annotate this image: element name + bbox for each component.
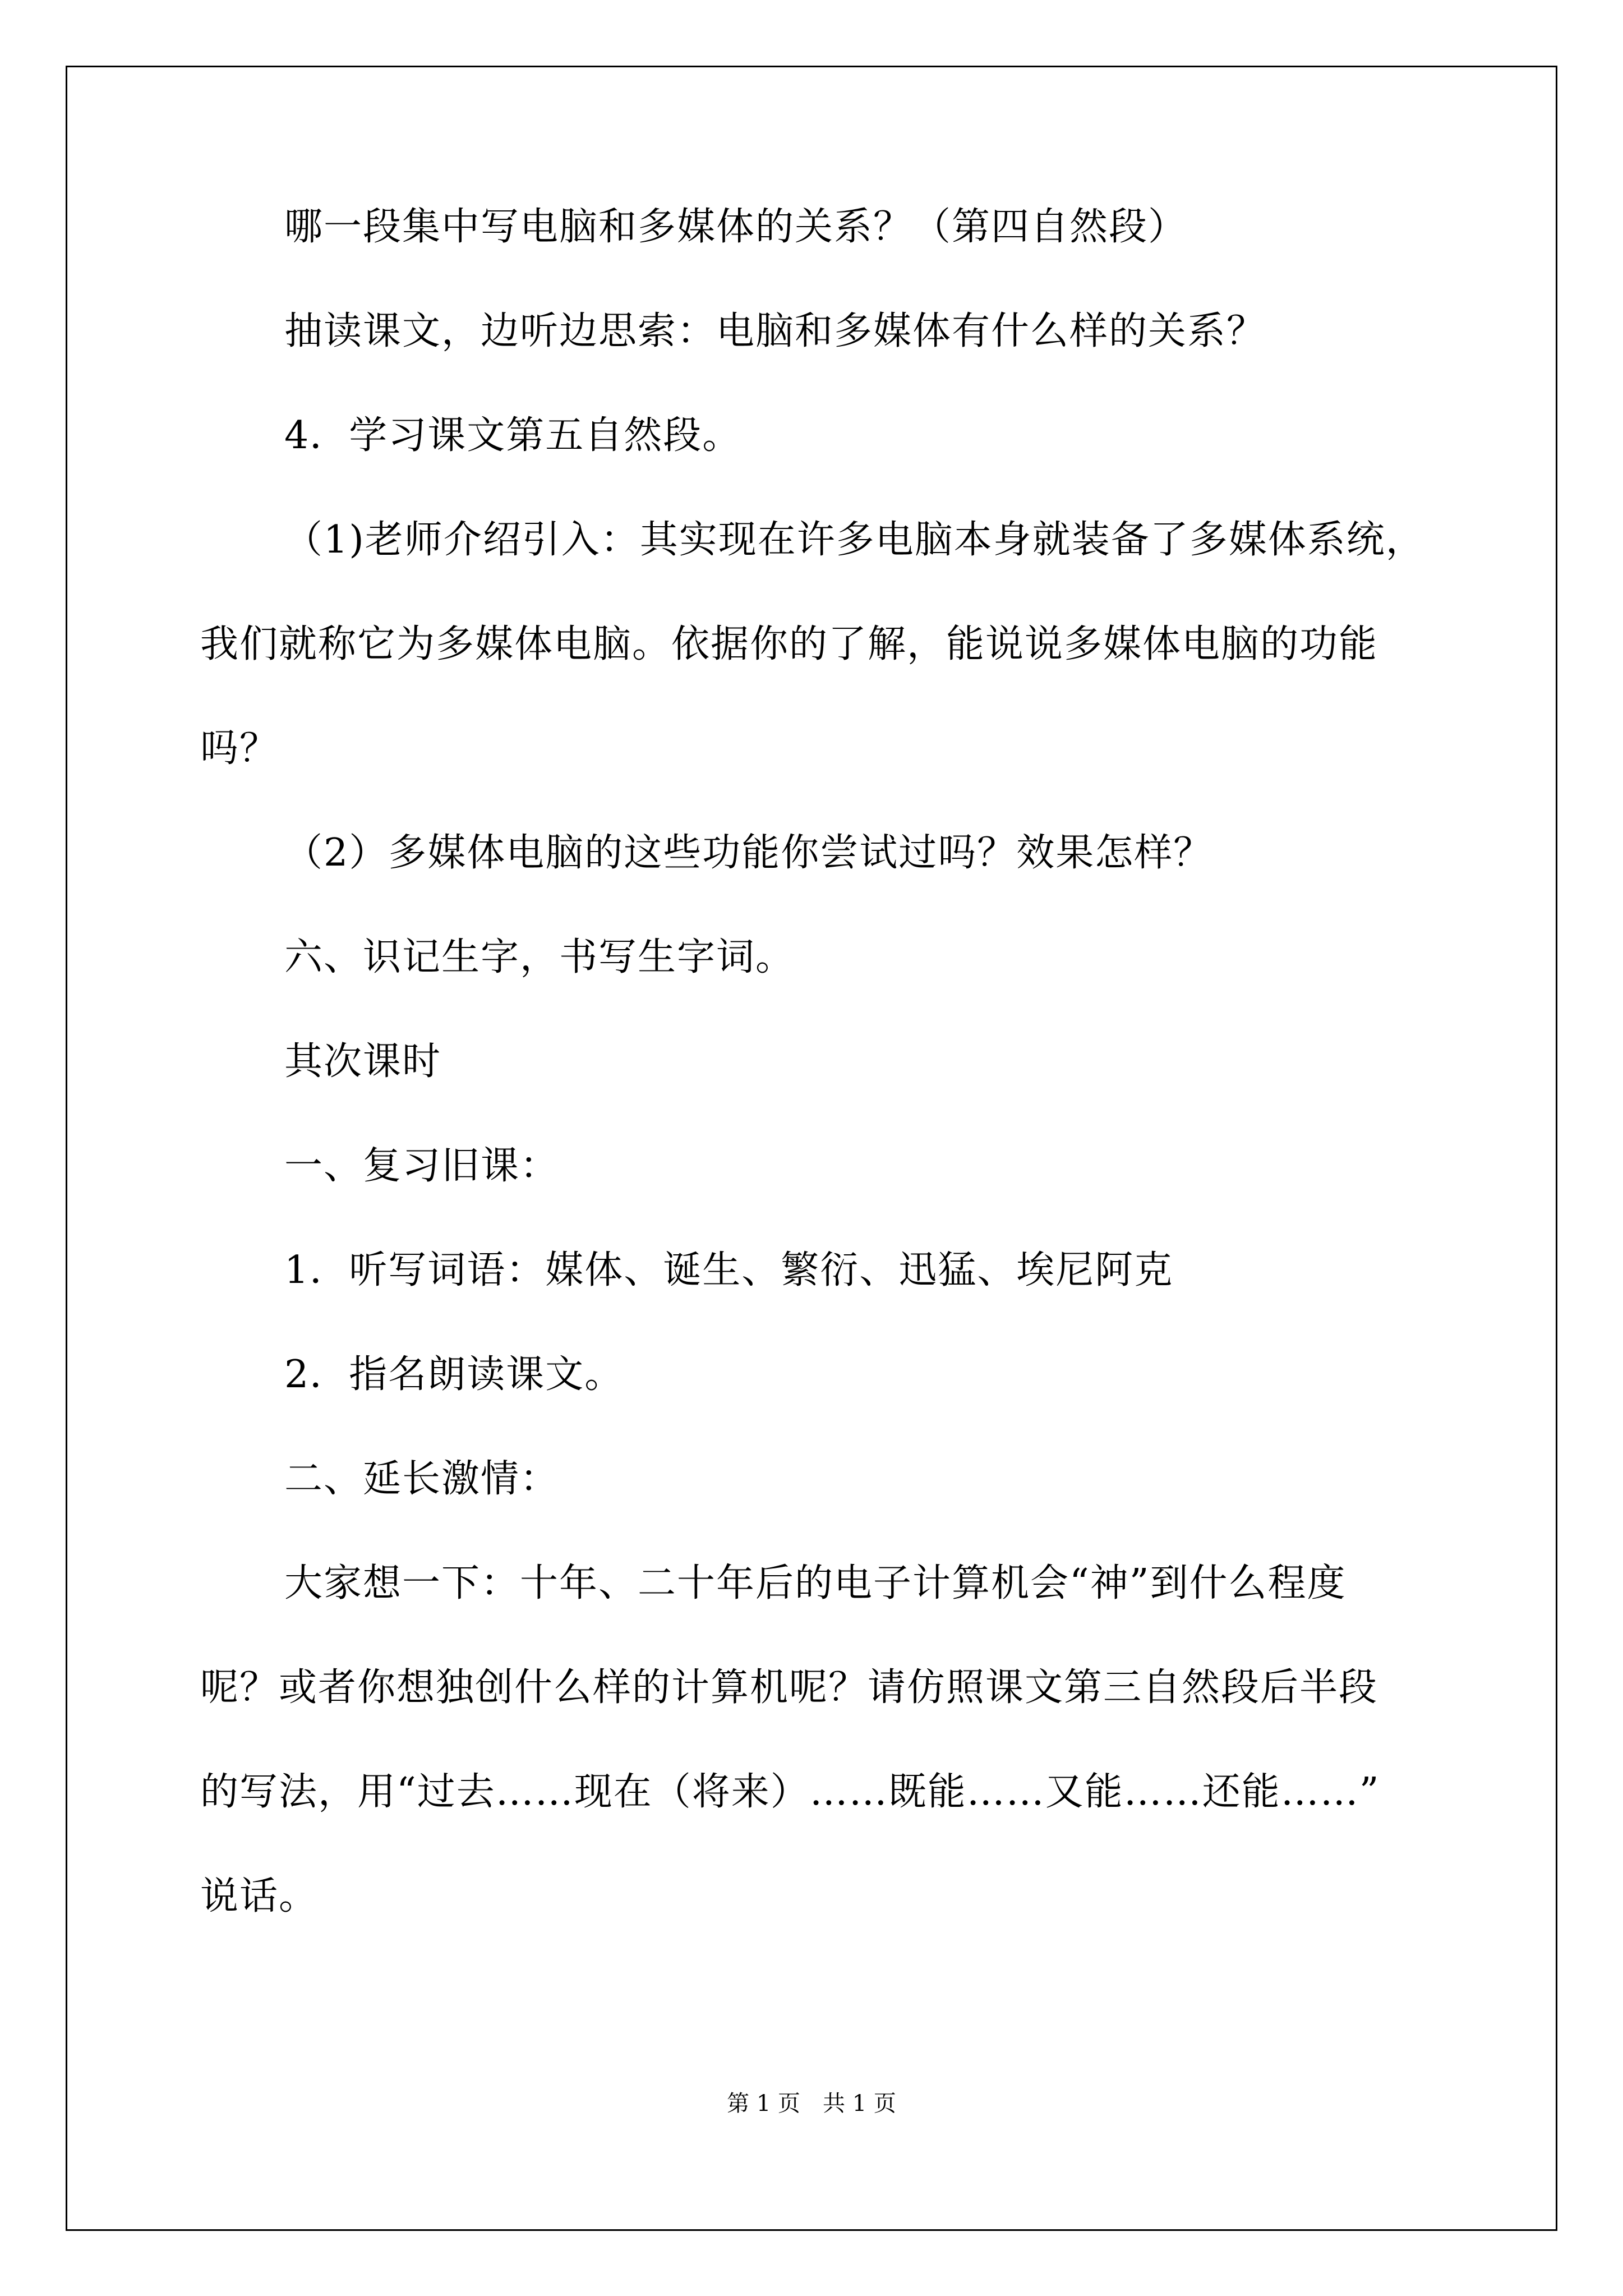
paragraph-line: 说话。 <box>200 1874 319 1918</box>
paragraph-line: （2）多媒体电脑的这些功能你尝试过吗？效果怎样？ <box>284 831 1213 875</box>
paragraph-line: 一、复习旧课： <box>284 1144 560 1188</box>
paragraph-line: （1)老师介绍引入：其实现在许多电脑本身就装备了多媒体系统， <box>284 518 1425 562</box>
paragraph-line: 二、延长激情： <box>284 1457 560 1501</box>
paragraph-line: 大家想一下：十年、二十年后的电子计算机会“神”到什么程度 <box>284 1561 1347 1605</box>
paragraph-line: 吗？ <box>200 726 279 771</box>
paragraph-line: 4．学习课文第五自然段。 <box>284 413 742 458</box>
paragraph-line: 六、识记生字，书写生字词。 <box>284 935 795 979</box>
paragraph-line: 2．指名朗读课文。 <box>284 1352 624 1397</box>
paragraph-line: 哪一段集中写电脑和多媒体的关系？（第四自然段） <box>284 205 1188 249</box>
page-number-footer: 第 1 页 共 1 页 <box>727 2091 896 2116</box>
paragraph-line: 的写法，用“过去……现在（将来）……既能……又能……还能……” <box>200 1770 1380 1814</box>
paragraph-line: 1．听写词语：媒体、诞生、繁衍、迅猛、埃尼阿克 <box>284 1248 1174 1292</box>
paragraph-line: 呢？或者你想独创什么样的计算机呢？请仿照课文第三自然段后半段 <box>200 1665 1378 1710</box>
paragraph-line: 我们就称它为多媒体电脑。依据你的了解，能说说多媒体电脑的功能 <box>200 622 1378 666</box>
paragraph-line: 抽读课文，边听边思索：电脑和多媒体有什么样的关系？ <box>284 309 1266 353</box>
paragraph-line: 其次课时 <box>284 1039 442 1084</box>
